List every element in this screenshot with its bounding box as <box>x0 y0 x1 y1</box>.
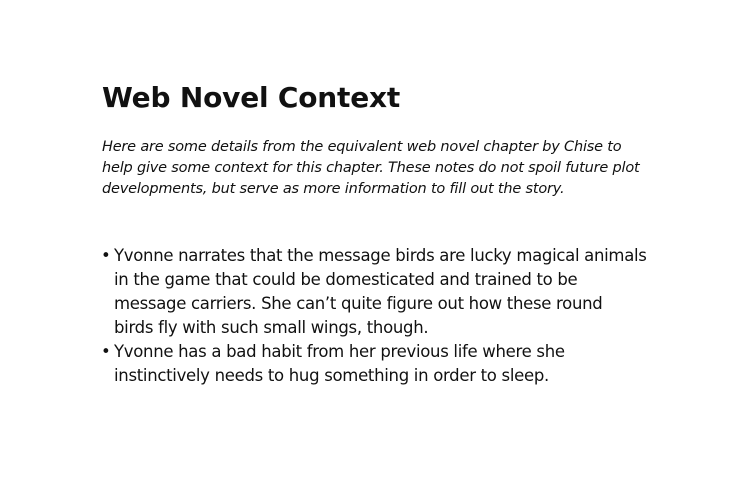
list-item-line: message carriers. She can’t quite figure out how these round <box>114 294 603 313</box>
bullet-icon: • <box>101 342 111 361</box>
intro-line: developments, but serve as more information to fill out the story. <box>102 181 565 197</box>
list-item-line: birds fly with such small wings, though. <box>114 318 429 337</box>
intro-line: help give some context for this chapter. These notes do not spoil future plot <box>102 160 640 176</box>
intro-line: Here are some details from the equivalent web novel chapter by Chise to <box>102 139 622 155</box>
list-item-line: Yvonne has a bad habit from her previous life where she <box>114 342 565 361</box>
page-title: Web Novel Context <box>102 81 401 114</box>
list-item-line: instinctively needs to hug something in order to sleep. <box>114 366 549 385</box>
list-item-line: Yvonne narrates that the message birds are lucky magical animals <box>114 246 647 265</box>
intro-paragraph <box>102 137 642 200</box>
list-item <box>101 244 661 340</box>
bullet-icon: • <box>101 246 111 265</box>
list-item <box>101 340 661 388</box>
list-item-line: in the game that could be domesticated and trained to be <box>114 270 578 289</box>
notes-list <box>101 244 661 388</box>
